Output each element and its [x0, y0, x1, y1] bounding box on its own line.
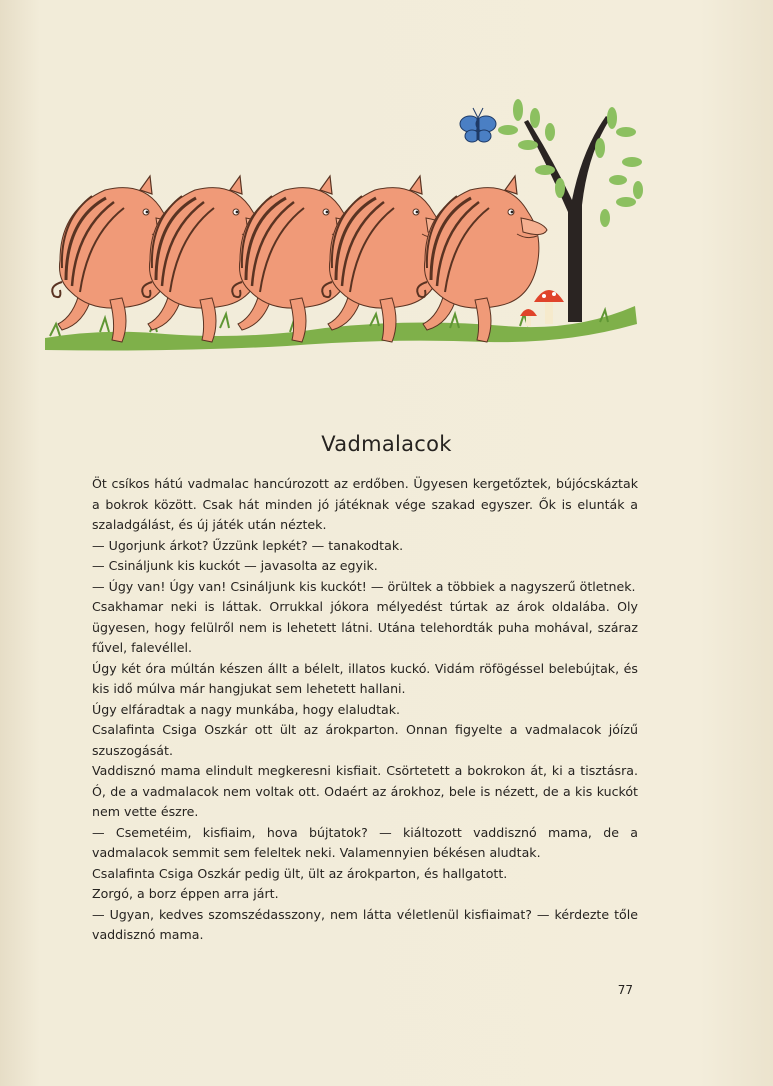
paragraph: Vaddisznó mama elindult megkeresni kisfiait. Csörtetett a bokrokon át, ki a tisztásra. Ó, de a vadmalacok nem voltak ott. Odaért az árokhoz, bele is nézett, de a kis kuckót nem vette észre.	[92, 763, 638, 819]
paragraph: Csakhamar neki is láttak. Orrukkal jókora mélyedést túrtak az árok oldalába. Oly ügyesen, hogy felülről nem is lehetett látni. Utána telehordták puha mohával, száraz fűvel, falevéllel.	[92, 599, 638, 655]
story-title: Vadmalacok	[321, 432, 452, 456]
paragraph: Úgy két óra múltán készen állt a bélelt, illatos kuckó. Vidám röfögéssel belebújtak, és kis idő múlva már hangjukat sem lehetett hallani.	[92, 660, 638, 696]
paragraph: — Ugyan, kedves szomszédasszony, nem látta véletlenül kisfiaimat? — kérdezte tőle vaddisznó mama.	[92, 906, 638, 942]
paragraph: Csalafinta Csiga Oszkár ott ült az árokparton. Onnan figyelte a vadmalacok jóízű szuszogását.	[92, 722, 638, 758]
piglets-illustration	[40, 70, 660, 360]
paragraph: Öt csíkos hátú vadmalac hancúrozott az erdőben. Ügyesen kergetőztek, bújócskáztak a bokrok között. Csak hát minden jó játéknak vége szakad egyszer. Ők is elunták a szaladgálást, és új játék után néztek.	[92, 476, 638, 532]
paragraph: Úgy elfáradtak a nagy munkába, hogy elaludtak.	[92, 701, 401, 717]
paragraph: — Csemetéim, kisfiaim, hova bújtatok? — kiáltozott vaddisznó mama, de a vadmalacok semmit sem feleltek neki. Valamennyien békésen aludtak.	[92, 824, 638, 860]
story-body	[92, 474, 638, 946]
paragraph: Zorgó, a borz éppen arra járt.	[92, 886, 279, 901]
paragraph: Csalafinta Csiga Oszkár pedig ült, ült az árokparton, és hallgatott.	[92, 865, 508, 881]
paragraph: — Ugorjunk árkot? Űzzünk lepkét? — tanakodtak.	[92, 537, 404, 553]
paragraph: — Úgy van! Úgy van! Csináljunk kis kuckót! — örültek a többiek a nagyszerű ötletnek.	[92, 578, 636, 594]
page-number: 77	[617, 983, 633, 997]
paragraph: — Csináljunk kis kuckót — javasolta az egyik.	[92, 558, 378, 573]
